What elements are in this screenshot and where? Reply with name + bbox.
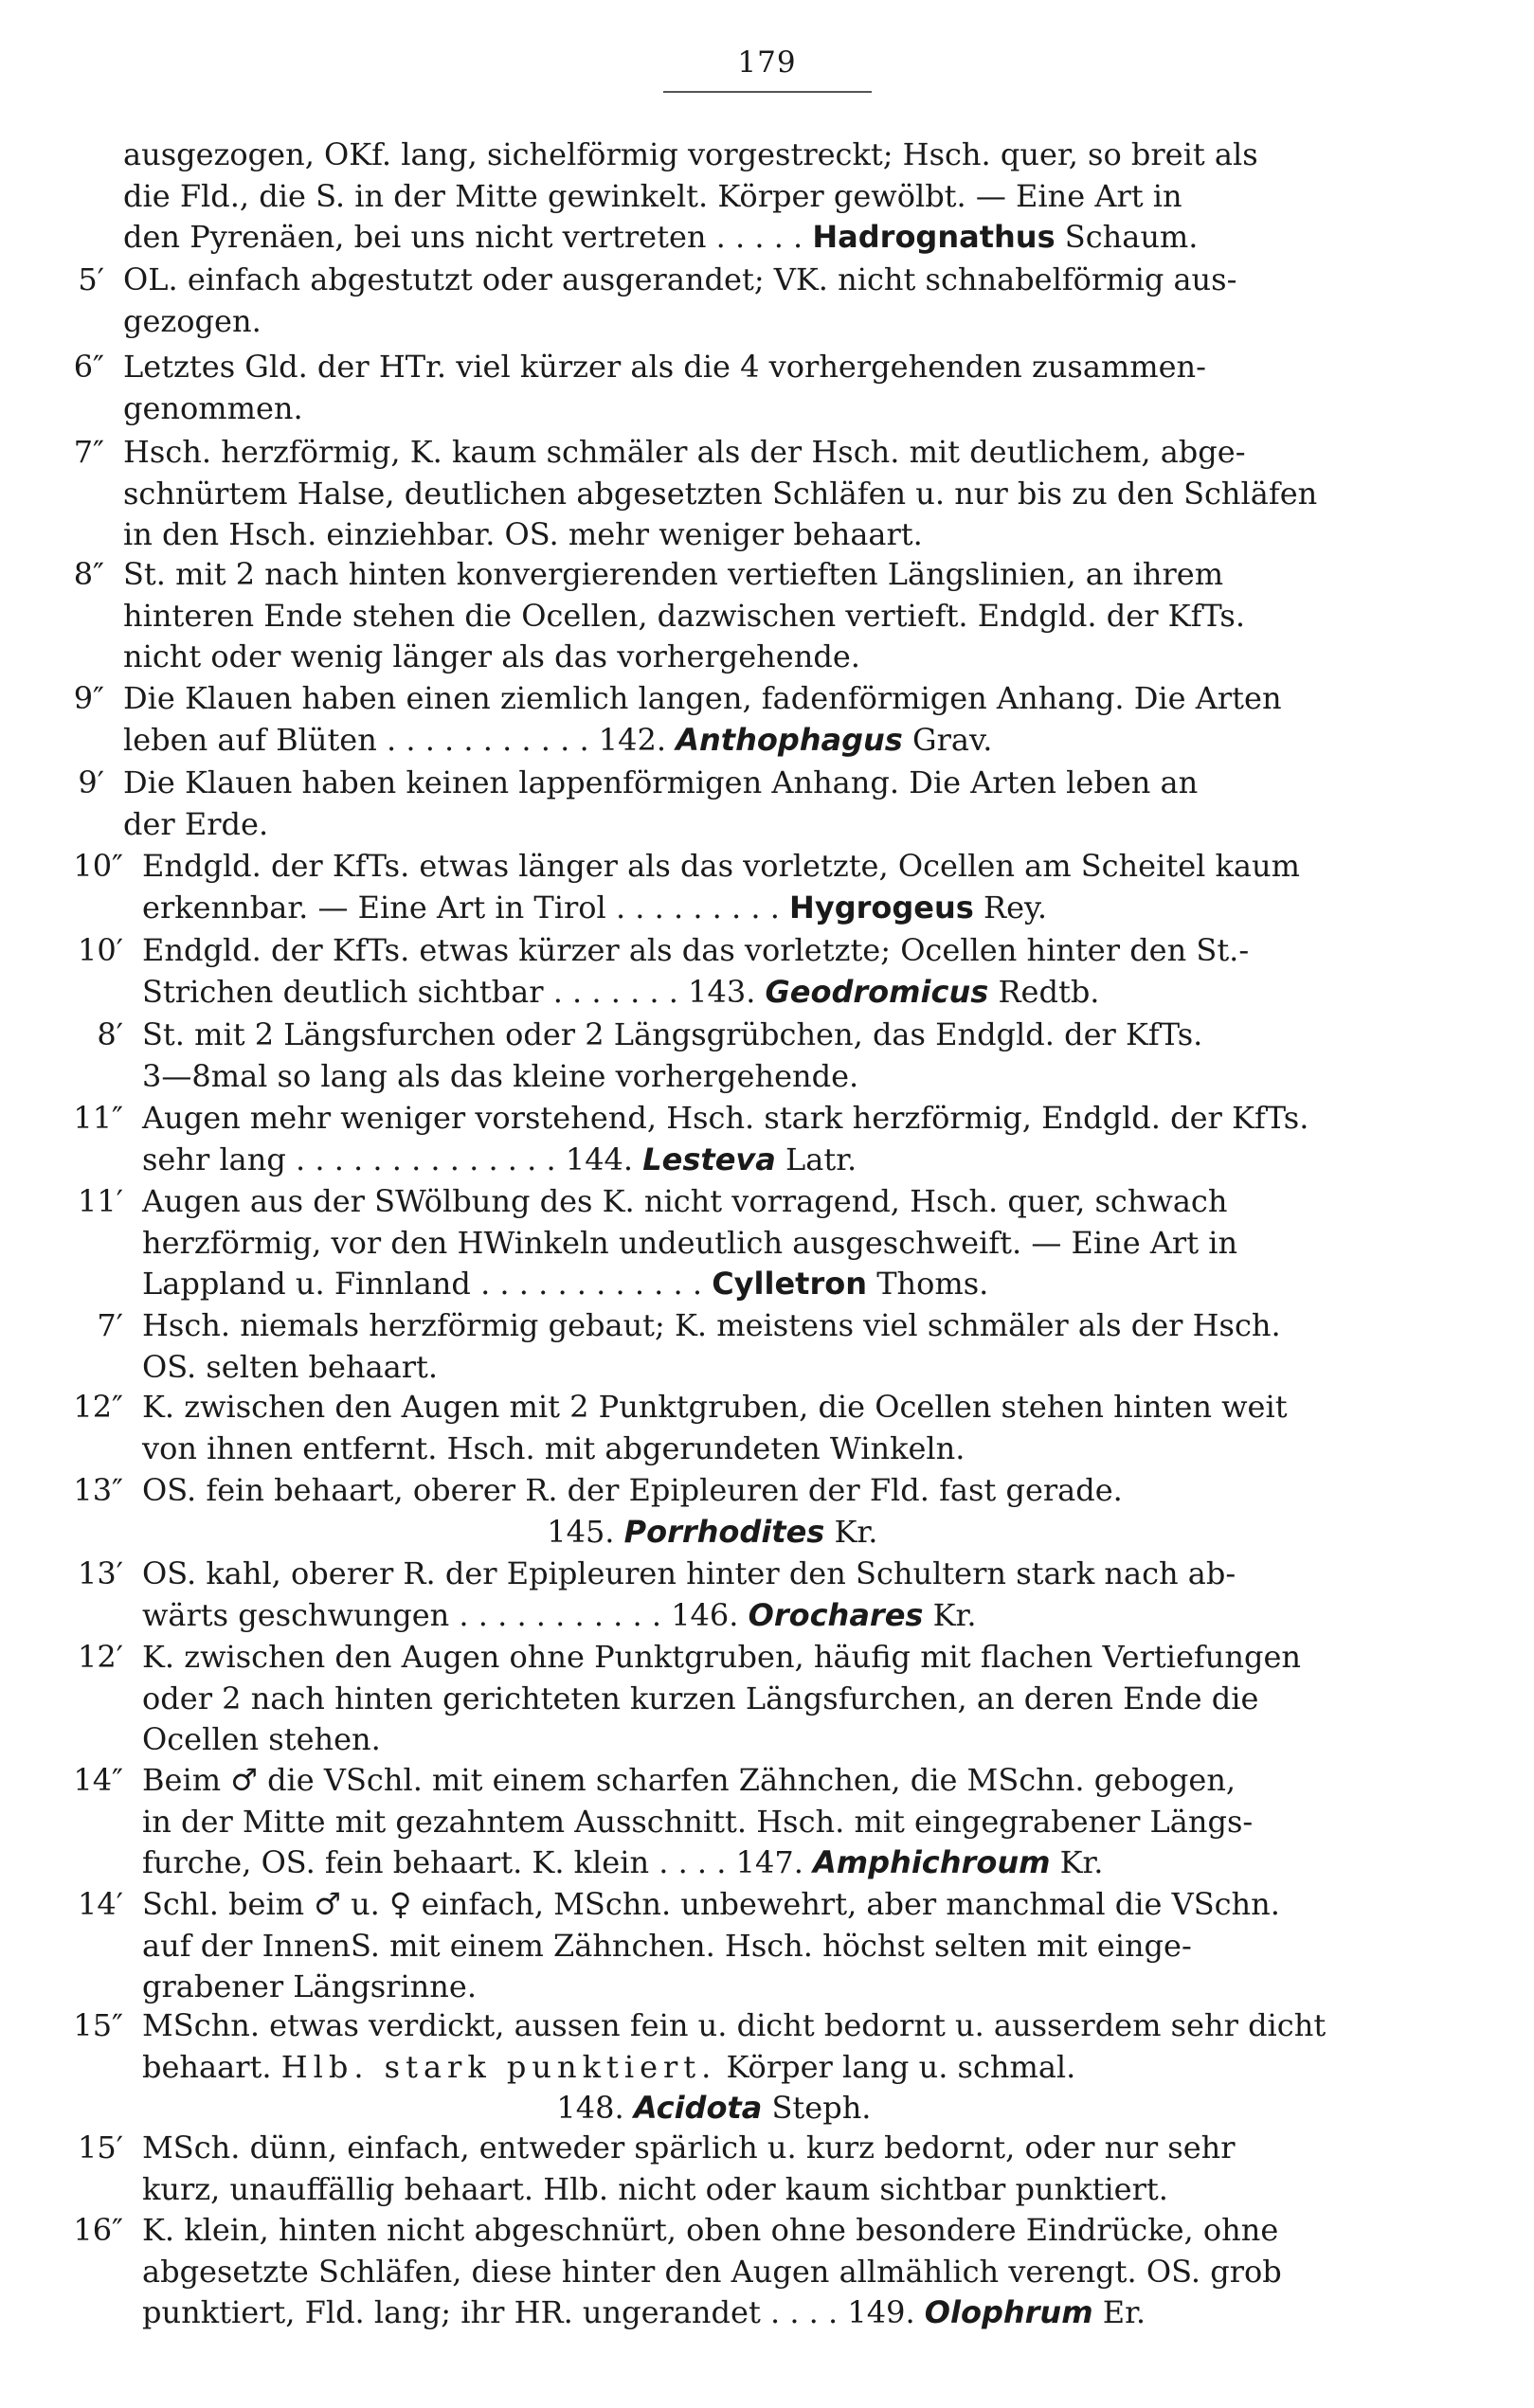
entry-line: Schl. beim ♂ u. ♀ einfach, MSchn. unbewehrt, aber manchmal die VSchn. <box>142 1886 1280 1922</box>
genus-name: Anthophagus <box>676 721 903 758</box>
couplet-number: 6″ <box>73 349 104 385</box>
entry-line: herzförmig, vor den HWinkeln undeutlich ausgeschweift. — Eine Art in <box>142 1224 1238 1261</box>
entry-line: sehr lang . . . . . . . . . . . . . . 144. Lesteva Latr. <box>142 1141 857 1177</box>
entry-line: schnürtem Halse, deutlichen abgesetzten Schläfen u. nur bis zu den Schläfen <box>123 475 1318 512</box>
genus-name: Amphichroum <box>813 1844 1051 1880</box>
entry-line: auf der InnenS. mit einem Zähnchen. Hsch. höchst selten mit einge- <box>142 1927 1192 1964</box>
couplet-number: 14″ <box>73 1762 123 1798</box>
entry-line: Lappland u. Finnland . . . . . . . . . . . . Cylletron Thoms. <box>142 1266 989 1302</box>
couplet-number: 10″ <box>73 848 123 884</box>
entry-line: K. zwischen den Augen ohne Punktgruben, häufig mit flachen Vertiefungen <box>142 1639 1301 1675</box>
genus-name: Hygrogeus <box>789 889 974 925</box>
genus-name: Porrhodites <box>623 1513 825 1550</box>
couplet-number: 7′ <box>97 1307 123 1343</box>
couplet-number: 9′ <box>78 764 104 800</box>
couplet-number: 12′ <box>78 1639 123 1675</box>
entry-line: wärts geschwungen . . . . . . . . . . . 146. Orochares Kr. <box>142 1596 977 1633</box>
couplet-number: 13′ <box>78 1555 123 1591</box>
entry-line: grabener Längsrinne. <box>142 1968 477 2004</box>
entry-line: behaart. Hlb. stark punktiert. Körper lang u. schmal. <box>142 2048 1076 2085</box>
entry-line: Endgld. der KfTs. etwas kürzer als das vorletzte; Ocellen hinter den St.- <box>142 932 1250 968</box>
couplet-number: 11′ <box>78 1183 123 1219</box>
genus-name: Cylletron <box>712 1266 868 1302</box>
entry-line: Augen aus der SWölbung des K. nicht vorragend, Hsch. quer, schwach <box>142 1183 1228 1219</box>
entry-line: MSchn. etwas verdickt, aussen fein u. dicht bedornt u. ausserdem sehr dicht <box>142 2007 1326 2043</box>
couplet-number: 10′ <box>78 932 123 968</box>
page-number: 179 <box>737 45 797 80</box>
couplet-number: 11″ <box>73 1100 123 1136</box>
entry-line: OL. einfach abgestutzt oder ausgerandet; VK. nicht schnabelförmig aus- <box>123 261 1237 297</box>
entry-line: ausgezogen, OKf. lang, sichelförmig vorgestreckt; Hsch. quer, so breit als <box>123 136 1258 172</box>
genus-name: Orochares <box>748 1596 924 1633</box>
entry-line: Hsch. herzförmig, K. kaum schmäler als der Hsch. mit deutlichem, abge- <box>123 434 1246 470</box>
entry-line: erkennbar. — Eine Art in Tirol . . . . . . . . . Hygrogeus Rey. <box>142 889 1047 925</box>
entry-line: kurz, unauffällig behaart. Hlb. nicht oder kaum sichtbar punktiert. <box>142 2170 1168 2207</box>
entry-line: abgesetzte Schläfen, diese hinter den Augen allmählich verengt. OS. grob <box>142 2253 1282 2290</box>
entry-line: K. zwischen den Augen mit 2 Punktgruben, die Ocellen stehen hinten weit <box>142 1389 1288 1425</box>
entry-line: nicht oder wenig länger als das vorhergehende. <box>123 638 860 674</box>
entry-line: Die Klauen haben keinen lappenförmigen Anhang. Die Arten leben an <box>123 764 1199 800</box>
entry-line: MSch. dünn, einfach, entweder spärlich u. kurz bedornt, oder nur sehr <box>142 2129 1236 2165</box>
genus-name: Hadrognathus <box>812 219 1056 255</box>
entry-line: K. klein, hinten nicht abgeschnürt, oben ohne besondere Eindrücke, ohne <box>142 2212 1279 2248</box>
entry-line: Ocellen stehen. <box>142 1721 381 1757</box>
entry-line: St. mit 2 nach hinten konvergierenden vertieften Längslinien, an ihrem <box>123 556 1224 592</box>
entry-line: Letztes Gld. der HTr. viel kürzer als die 4 vorhergehenden zusammen- <box>123 349 1206 385</box>
entry-line: hinteren Ende stehen die Ocellen, dazwischen vertieft. Endgld. der KfTs. <box>123 597 1246 634</box>
entry-line: in den Hsch. einziehbar. OS. mehr weniger behaart. <box>123 516 923 552</box>
spaced-emphasis: Hlb. stark punktiert. <box>280 2048 717 2085</box>
entry-line: genommen. <box>123 389 303 426</box>
entry-line: Beim ♂ die VSchl. mit einem scharfen Zähnchen, die MSchn. gebogen, <box>142 1762 1236 1798</box>
entry-line: gezogen. <box>123 302 262 339</box>
couplet-number: 5′ <box>78 261 104 297</box>
entry-line: 145. Porrhodites Kr. <box>142 1513 878 1550</box>
couplet-number: 12″ <box>73 1389 123 1425</box>
entry-line: OS. kahl, oberer R. der Epipleuren hinter den Schultern stark nach ab- <box>142 1555 1236 1591</box>
genus-name: Lesteva <box>642 1141 776 1177</box>
entry-line: der Erde. <box>123 805 269 842</box>
entry-line: Hsch. niemals herzförmig gebaut; K. meistens viel schmäler als der Hsch. <box>142 1307 1281 1343</box>
entry-line: leben auf Blüten . . . . . . . . . . . 142. Anthophagus Grav. <box>123 721 993 758</box>
couplet-number: 8′ <box>97 1016 123 1052</box>
couplet-number: 14′ <box>78 1886 123 1922</box>
couplet-number: 16″ <box>73 2212 123 2248</box>
entry-line: 148. Acidota Steph. <box>142 2090 872 2126</box>
entry-line: OS. fein behaart, oberer R. der Epipleuren der Fld. fast gerade. <box>142 1472 1123 1508</box>
entry-line: den Pyrenäen, bei uns nicht vertreten . . . . . Hadrognathus Schaum. <box>123 219 1199 255</box>
entry-line: die Fld., die S. in der Mitte gewinkelt. Körper gewölbt. — Eine Art in <box>123 177 1182 214</box>
entry-line: St. mit 2 Längsfurchen oder 2 Längsgrübchen, das Endgld. der KfTs. <box>142 1016 1203 1052</box>
couplet-number: 7″ <box>73 434 104 470</box>
entry-line: von ihnen entfernt. Hsch. mit abgerundeten Winkeln. <box>142 1429 966 1466</box>
entry-line: Endgld. der KfTs. etwas länger als das vorletzte, Ocellen am Scheitel kaum <box>142 848 1300 884</box>
genus-name: Geodromicus <box>765 973 989 1010</box>
couplet-number: 15″ <box>73 2007 123 2043</box>
couplet-number: 13″ <box>73 1472 123 1508</box>
entry-line: Augen mehr weniger vorstehend, Hsch. stark herzförmig, Endgld. der KfTs. <box>142 1100 1309 1136</box>
entry-line: 3—8mal so lang als das kleine vorhergehende. <box>142 1057 859 1094</box>
entry-line: furche, OS. fein behaart. K. klein . . . . 147. Amphichroum Kr. <box>142 1844 1104 1880</box>
genus-name: Acidota <box>633 2090 763 2126</box>
couplet-number: 8″ <box>73 556 104 592</box>
entry-line: oder 2 nach hinten gerichteten kurzen Längsfurchen, an deren Ende die <box>142 1680 1259 1716</box>
entry-line: OS. selten behaart. <box>142 1348 439 1385</box>
entry-line: Strichen deutlich sichtbar . . . . . . . 143. Geodromicus Redtb. <box>142 973 1100 1010</box>
entry-line: punktiert, Fld. lang; ihr HR. ungerandet . . . . 149. Olophrum Er. <box>142 2294 1146 2330</box>
entry-line: in der Mitte mit gezahntem Ausschnitt. Hsch. mit eingegrabener Längs- <box>142 1803 1254 1840</box>
genus-name: Olophrum <box>924 2294 1093 2330</box>
entry-line: Die Klauen haben einen ziemlich langen, fadenförmigen Anhang. Die Arten <box>123 680 1282 716</box>
couplet-number: 15′ <box>78 2129 123 2165</box>
couplet-number: 9″ <box>73 680 104 716</box>
